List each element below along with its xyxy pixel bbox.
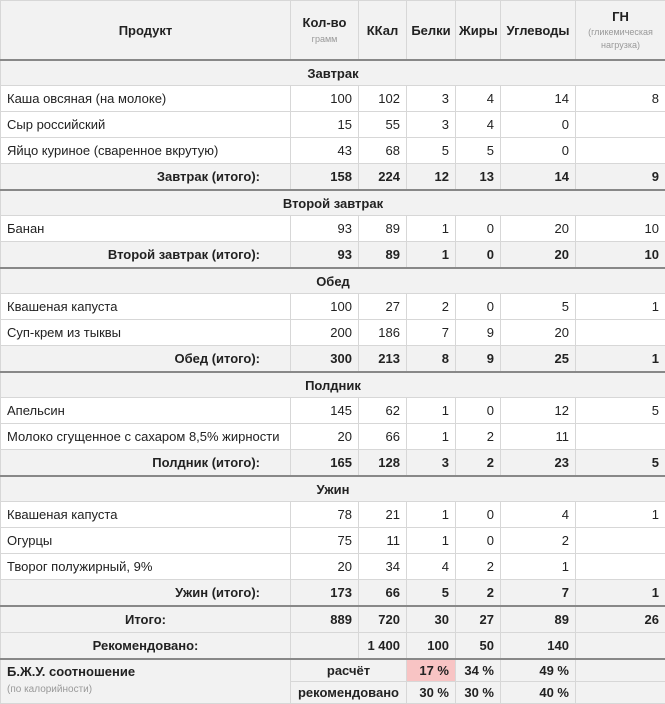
header-row (1, 1, 665, 61)
header-qty: Кол-во грамм (291, 1, 359, 61)
cell-carbs: 2 (501, 528, 576, 554)
cell-gl (576, 138, 665, 164)
subtotal-label: Второй завтрак (итого): (1, 242, 291, 269)
bju-rec-carbs: 40 % (501, 682, 576, 704)
subtotal-qty: 93 (291, 242, 359, 269)
cell-gl (576, 424, 665, 450)
recommended-label: Рекомендовано: (1, 633, 291, 660)
product-name: Квашеная капуста (1, 294, 291, 320)
total-qty: 889 (291, 606, 359, 633)
total-label: Итого: (1, 606, 291, 633)
header-fat: Жиры (456, 1, 501, 61)
subtotal-carbs: 20 (501, 242, 576, 269)
bju-calc-empty (576, 659, 665, 682)
subtotal-protein: 5 (407, 580, 456, 607)
product-name: Яйцо куриное (сваренное вкрутую) (1, 138, 291, 164)
subtotal-gl: 9 (576, 164, 665, 191)
subtotal-fat: 2 (456, 450, 501, 477)
bju-ratio-calc-row (1, 659, 665, 682)
header-gl-sub: (гликемическая нагрузка) (579, 26, 662, 52)
cell-carbs: 14 (501, 86, 576, 112)
total-protein: 30 (407, 606, 456, 633)
cell-protein: 2 (407, 294, 456, 320)
cell-gl (576, 320, 665, 346)
cell-fat: 0 (456, 216, 501, 242)
subtotal-qty: 158 (291, 164, 359, 191)
cell-kcal: 89 (359, 216, 407, 242)
cell-carbs: 11 (501, 424, 576, 450)
cell-gl: 10 (576, 216, 665, 242)
cell-fat: 9 (456, 320, 501, 346)
meal-subtotal-row (1, 164, 665, 191)
subtotal-fat: 9 (456, 346, 501, 373)
bju-rec-fat: 30 % (456, 682, 501, 704)
cell-kcal: 21 (359, 502, 407, 528)
header-protein: Белки (407, 1, 456, 61)
table-row (1, 502, 665, 528)
subtotal-gl: 5 (576, 450, 665, 477)
table-row (1, 216, 665, 242)
cell-fat: 0 (456, 294, 501, 320)
cell-carbs: 0 (501, 112, 576, 138)
subtotal-kcal: 66 (359, 580, 407, 607)
cell-gl: 5 (576, 398, 665, 424)
subtotal-label: Ужин (итого): (1, 580, 291, 607)
cell-fat: 2 (456, 424, 501, 450)
cell-kcal: 27 (359, 294, 407, 320)
product-name: Сыр российский (1, 112, 291, 138)
cell-protein: 4 (407, 554, 456, 580)
subtotal-carbs: 7 (501, 580, 576, 607)
recommended-qty (291, 633, 359, 660)
cell-fat: 4 (456, 112, 501, 138)
subtotal-protein: 8 (407, 346, 456, 373)
cell-kcal: 186 (359, 320, 407, 346)
header-carbs: Углеводы (501, 1, 576, 61)
subtotal-carbs: 25 (501, 346, 576, 373)
subtotal-protein: 3 (407, 450, 456, 477)
meal-subtotal-row (1, 450, 665, 477)
cell-protein: 1 (407, 502, 456, 528)
subtotal-label: Полдник (итого): (1, 450, 291, 477)
cell-kcal: 11 (359, 528, 407, 554)
product-name: Каша овсяная (на молоке) (1, 86, 291, 112)
product-name: Апельсин (1, 398, 291, 424)
table-body (1, 60, 665, 704)
table-row (1, 320, 665, 346)
cell-qty: 20 (291, 554, 359, 580)
cell-kcal: 102 (359, 86, 407, 112)
cell-gl (576, 112, 665, 138)
bju-rec-label: рекомендовано (291, 682, 407, 704)
meal-title: Ужин (1, 476, 665, 502)
subtotal-carbs: 14 (501, 164, 576, 191)
cell-kcal: 66 (359, 424, 407, 450)
subtotal-label: Обед (итого): (1, 346, 291, 373)
product-name: Квашеная капуста (1, 502, 291, 528)
recommended-row (1, 633, 665, 660)
cell-fat: 0 (456, 398, 501, 424)
product-name: Огурцы (1, 528, 291, 554)
product-name: Молоко сгущенное с сахаром 8,5% жирности (1, 424, 291, 450)
meal-section-header (1, 268, 665, 294)
cell-gl (576, 528, 665, 554)
cell-carbs: 5 (501, 294, 576, 320)
cell-gl: 8 (576, 86, 665, 112)
cell-qty: 93 (291, 216, 359, 242)
meal-section-header (1, 476, 665, 502)
subtotal-kcal: 213 (359, 346, 407, 373)
subtotal-gl: 1 (576, 346, 665, 373)
meal-section-header (1, 190, 665, 216)
cell-fat: 0 (456, 528, 501, 554)
bju-ratio-title: Б.Ж.У. соотношение (7, 664, 284, 679)
cell-kcal: 34 (359, 554, 407, 580)
bju-calc-protein: 17 % (407, 659, 456, 682)
subtotal-qty: 300 (291, 346, 359, 373)
cell-protein: 1 (407, 424, 456, 450)
header-product: Продукт (1, 1, 291, 61)
table-row (1, 554, 665, 580)
subtotal-fat: 0 (456, 242, 501, 269)
total-row (1, 606, 665, 633)
cell-fat: 2 (456, 554, 501, 580)
meal-title: Завтрак (1, 60, 665, 86)
table-row (1, 528, 665, 554)
subtotal-fat: 2 (456, 580, 501, 607)
cell-kcal: 68 (359, 138, 407, 164)
product-name: Творог полужирный, 9% (1, 554, 291, 580)
cell-carbs: 0 (501, 138, 576, 164)
subtotal-kcal: 224 (359, 164, 407, 191)
recommended-kcal: 1 400 (359, 633, 407, 660)
bju-rec-empty (576, 682, 665, 704)
subtotal-kcal: 128 (359, 450, 407, 477)
bju-calc-label: расчёт (291, 659, 407, 682)
total-gl: 26 (576, 606, 665, 633)
cell-gl (576, 554, 665, 580)
cell-qty: 20 (291, 424, 359, 450)
subtotal-label: Завтрак (итого): (1, 164, 291, 191)
header-kcal: ККал (359, 1, 407, 61)
cell-qty: 100 (291, 86, 359, 112)
cell-carbs: 4 (501, 502, 576, 528)
total-fat: 27 (456, 606, 501, 633)
cell-protein: 1 (407, 528, 456, 554)
recommended-carbs: 140 (501, 633, 576, 660)
cell-fat: 5 (456, 138, 501, 164)
recommended-protein: 100 (407, 633, 456, 660)
subtotal-kcal: 89 (359, 242, 407, 269)
subtotal-protein: 12 (407, 164, 456, 191)
table-row (1, 138, 665, 164)
table-row (1, 112, 665, 138)
cell-qty: 78 (291, 502, 359, 528)
cell-qty: 100 (291, 294, 359, 320)
subtotal-gl: 10 (576, 242, 665, 269)
bju-ratio-title-cell (1, 659, 291, 704)
total-kcal: 720 (359, 606, 407, 633)
bju-calc-carbs: 49 % (501, 659, 576, 682)
cell-kcal: 55 (359, 112, 407, 138)
cell-carbs: 20 (501, 320, 576, 346)
cell-carbs: 12 (501, 398, 576, 424)
cell-gl: 1 (576, 294, 665, 320)
header-gl: ГН (гликемическая нагрузка) (576, 1, 665, 61)
meal-subtotal-row (1, 580, 665, 607)
meal-subtotal-row (1, 242, 665, 269)
meal-title: Полдник (1, 372, 665, 398)
subtotal-gl: 1 (576, 580, 665, 607)
cell-protein: 7 (407, 320, 456, 346)
subtotal-protein: 1 (407, 242, 456, 269)
cell-carbs: 1 (501, 554, 576, 580)
cell-gl: 1 (576, 502, 665, 528)
cell-carbs: 20 (501, 216, 576, 242)
cell-fat: 0 (456, 502, 501, 528)
product-name: Банан (1, 216, 291, 242)
cell-protein: 3 (407, 86, 456, 112)
table-row (1, 398, 665, 424)
product-name: Суп-крем из тыквы (1, 320, 291, 346)
meal-title: Обед (1, 268, 665, 294)
cell-kcal: 62 (359, 398, 407, 424)
subtotal-fat: 13 (456, 164, 501, 191)
bju-calc-fat: 34 % (456, 659, 501, 682)
table-row (1, 86, 665, 112)
cell-qty: 145 (291, 398, 359, 424)
subtotal-qty: 173 (291, 580, 359, 607)
cell-protein: 3 (407, 112, 456, 138)
bju-ratio-subtitle: (по калорийности) (7, 684, 284, 695)
subtotal-qty: 165 (291, 450, 359, 477)
meal-section-header (1, 372, 665, 398)
cell-qty: 15 (291, 112, 359, 138)
meal-title: Второй завтрак (1, 190, 665, 216)
cell-qty: 43 (291, 138, 359, 164)
subtotal-carbs: 23 (501, 450, 576, 477)
cell-protein: 1 (407, 398, 456, 424)
meal-subtotal-row (1, 346, 665, 373)
cell-qty: 200 (291, 320, 359, 346)
table-row (1, 424, 665, 450)
cell-protein: 1 (407, 216, 456, 242)
bju-rec-protein: 30 % (407, 682, 456, 704)
cell-qty: 75 (291, 528, 359, 554)
cell-protein: 5 (407, 138, 456, 164)
cell-fat: 4 (456, 86, 501, 112)
recommended-gl (576, 633, 665, 660)
total-carbs: 89 (501, 606, 576, 633)
meal-section-header (1, 60, 665, 86)
recommended-fat: 50 (456, 633, 501, 660)
table-row (1, 294, 665, 320)
header-qty-unit: грамм (294, 32, 355, 46)
